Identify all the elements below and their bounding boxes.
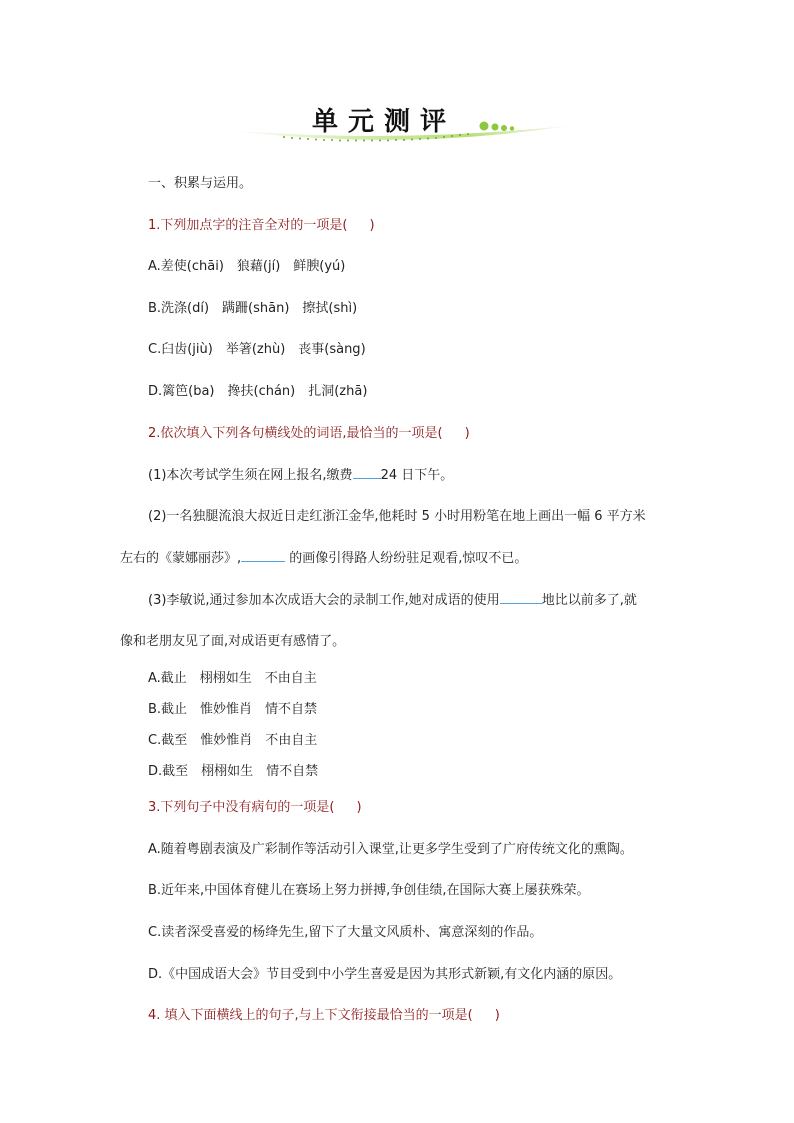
sentence-1-text: (1)本次考试学生须在网上报名,缴费 (148, 468, 353, 483)
question-4-close: ) (494, 1008, 500, 1023)
question-3-close: ) (356, 800, 362, 815)
question-3-stem: 3.下列句子中没有病句的一项是( (148, 800, 335, 815)
option-a: A.截止 栩栩如生 不由自主 (148, 671, 317, 686)
sentence-3-line2: 像和老朋友见了面,对成语更有感情了。 (120, 634, 346, 649)
sentence-3-tail: 地比以前多了,就 (541, 593, 637, 608)
option-b: B.截止 惟妙惟肖 情不自禁 (148, 702, 318, 717)
sentence-2-tail: 的画像引得路人纷纷驻足观看,惊叹不已。 (285, 551, 528, 566)
option-d: D.篱笆(ba) 搀扶(chán) 扎洞(zhā) (148, 384, 368, 399)
sentence-3-text: (3)李敏说,通过参加本次成语大会的录制工作,她对成语的使用 (148, 593, 500, 608)
option-c: C.截至 惟妙惟肖 不由自主 (148, 733, 318, 748)
option-b: B.洗涤(dí) 蹒跚(shān) 擦拭(shì) (148, 301, 358, 316)
question-4-stem: 4. 填入下面横线上的句子,与上下文衔接最恰当的一项是( (148, 1008, 473, 1023)
sentence-1 (148, 464, 453, 483)
option-c: C.读者深受喜爱的杨绛先生,留下了大量文风质朴、寓意深刻的作品。 (148, 925, 543, 940)
question-1 (148, 214, 375, 233)
question-1-close: ) (369, 218, 375, 233)
fill-blank (241, 549, 285, 562)
sentence-2-text: 左右的《蒙娜丽莎》, (120, 551, 242, 566)
option-b: B.近年来,中国体育健儿在赛场上努力拼搏,争创佳绩,在国际大赛上屡获殊荣。 (148, 883, 590, 898)
sentence-3-line1 (148, 589, 637, 608)
sentence-2-line2 (120, 547, 527, 566)
question-2-stem: 2.依次填入下列各句横线处的词语,最恰当的一项是( (148, 426, 443, 441)
question-2-close: ) (464, 426, 470, 441)
sentence-2-line1: (2)一名独腿流浪大叔近日走红浙江金华,他耗时 5 小时用粉笔在地上画出一幅 6 平方米 (148, 509, 646, 524)
question-1-stem: 1.下列加点字的注音全对的一项是( (148, 218, 348, 233)
page-title: 单元测评 (312, 107, 457, 137)
section-heading: 一、积累与运用。 (148, 176, 253, 191)
fill-blank (353, 466, 381, 479)
sentence-1-tail: 24 日下午。 (380, 468, 454, 483)
option-d: D.《中国成语大会》节目受到中小学生喜爱是因为其形式新颖,有文化内涵的原因。 (148, 967, 622, 982)
fill-blank (500, 591, 542, 604)
option-c: C.臼齿(jiù) 举箸(zhù) 丧事(sàng) (148, 342, 366, 357)
question-4 (148, 1004, 500, 1023)
option-d: D.截至 栩栩如生 情不自禁 (148, 764, 319, 779)
question-3 (148, 796, 362, 815)
option-a: A.随着粤剧表演及广彩制作等活动引入课堂,让更多学生受到了广府传统文化的熏陶。 (148, 842, 633, 857)
option-a: A.差使(chāi) 狼藉(jí) 鲜腴(yú) (148, 259, 346, 274)
question-2 (148, 422, 470, 441)
